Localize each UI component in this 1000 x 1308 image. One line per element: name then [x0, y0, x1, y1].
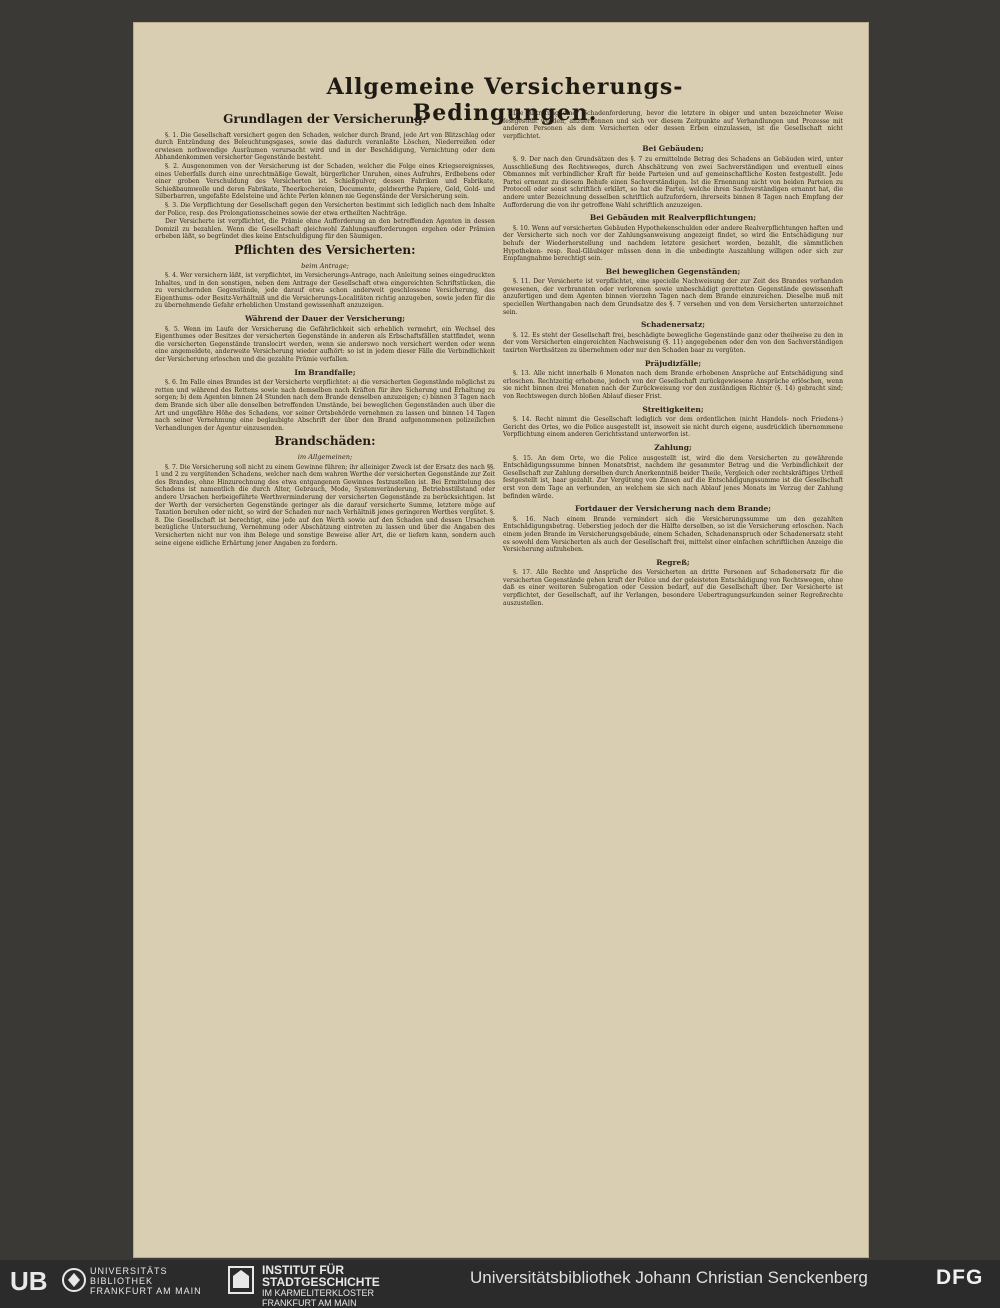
paragraph: §. 5. Wenn im Laufe der Versicherung die Gefährlichkeit sich erheblich vermehrt, ein Wechsel des Eigenthumes oder Besitzes der versicherten Gegenstände in anderen als Erbschaftsfällen stattfindet, wenn die versicherten Gegenstände translocirt werden, wenn sie anderswo noch versichert werden oder wenn eine angemeldete, anderweite Versicherung wieder aufhört: so ist in jedem dieser Fälle die Verbindlichkeit der Versicherung erloschen und die gezahlte Prämie verfallen. — [155, 325, 495, 364]
paragraph: §. 6. Im Falle eines Brandes ist der Versicherte verpflichtet: a) die versicherten Gegenstände möglichst zu retten und während des Rettens sowie nach demselben nach Kräften für ihre Sicherung und Erhaltung zu sorgen; b) dem Agenten binnen 24 Stunden nach dem Brande denselben anzuzeigen; c) binnen 3 Tagen nach dem Brande sich über alle denselben betreffenden Umstände, bei beweglichen Gegenständen auch über die Art und ungefähre Höhe des Schadens, vor seiner Ortsbehörde vernehmen zu lassen und binnen 14 Tagen nach seiner Vernehmung eine beglaubigte Abschrift der über den Brand aufgenommenen polizeilichen Verhandlungen der Agentur einzusenden. — [155, 379, 495, 432]
paragraph: §. 13. Alle nicht innerhalb 6 Monaten nach dem Brande erhobenen Ansprüche auf Entschädigung sind erloschen. Rechtzeitig erhobene, jedoch von der Gesellschaft zurückgewiesene Ansprüche erlöschen, wenn sie nicht binnen drei Monaten nach der Zurückweisung vor den zuständigen Richter (§. 14) gebracht sind; von Rechtswegen durch bloßen Ablauf dieser Frist. — [503, 370, 843, 400]
paragraph: §. 15. An dem Orte, wo die Police ausgestellt ist, wird die dem Versicherten zu gewährende Entschädigungssumme binnen Monatsfrist, nachdem ihr gesammter Betrag und die Verbindlichkeit der Gesellschaft zur Zahlung derselben durch Anerkenntniß beider Theile, Vergleich oder rechtskräftiges Urtheil festgestellt ist, baar gezahlt. Zur Vergütung von Zinsen auf die Entschädigungssumme ist die Gesellschaft erst von dem Tage an verbunden, an welchem sie sich nach Ablauf jenes Monats im Verzug der Zahlung befinden würde. — [503, 454, 843, 500]
ub-line: BIBLIOTHEK — [90, 1276, 154, 1286]
paragraph: §. 14. Recht nimmt die Gesellschaft lediglich vor dem ordentlichen (nicht Handels- noch Friedens-) Gericht des Ortes, wo die Police ausgestellt ist, insoweit sie nicht durch eigene, ausdrücklich übernommene Verpflichtung einem anderen Gerichtsstand unterworfen ist. — [503, 416, 843, 439]
paragraph: §. 3. Die Verpflichtung der Gesellschaft gegen den Versicherten bestimmt sich lediglich nach dem Inhalte der Police, resp. des Prolongationsscheines sowie der etwa ertheilten Nachträge. — [155, 201, 495, 217]
subsection-heading: Streitigkeiten; — [642, 404, 704, 414]
isg-logo-icon[interactable] — [228, 1266, 254, 1294]
ub-name[interactable] — [90, 1266, 202, 1296]
paragraph: §. 4. Wer versichern läßt, ist verpflichtet, im Versicherungs-Antrage, nach Anleitung seines eingedruckten Inhaltes, und in den sonstigen, neben dem Antrage der Gesellschaft etwa eingereichten Schriftstücken, die zu versichernden Gegenstände, jede darauf etwa schon anderweit geschlossene Versicherung, das Eigenthums- oder Besitz-Verhältniß und die Versicherungs-Localitäten richtig anzugeben, sowie jeden für die zu übernehmende Gefahr erheblichen Umstand gewissenhaft anzuzeigen. — [155, 272, 495, 310]
paragraph: Die Abtretung einer Schadenforderung, bevor die letztere in obiger und unten bezeichneter Weise festgestellt worden, anzuerkennen und sich vor diesem Zeitpunkte auf Verhandlungen und Prozesse mit anderen Personen als dem Versicherten oder dessen Erben einzulassen, ist die Gesellschaft nicht verpflichtet. — [503, 110, 843, 140]
paragraph: §. 16. Nach einem Brande vermindert sich die Versicherungssumme um den gezahlten Entschädigungsbetrag. Ueberstieg jedoch der die Hälfte derselben, so ist die Versicherung erloschen. Nach einem jeden Brande im Versicherungsgebäude, einem Schaden, Schadenanspruch oder Schadenersatz steht es sowohl dem Versicherten als auch der Gesellschaft frei, mittelst einer einfachen schriftlichen Anzeige die Versicherung aufzuheben. — [503, 515, 843, 554]
isg-line: INSTITUT FÜR — [262, 1263, 344, 1277]
section-heading-grundlagen: Grundlagen der Versicherung. — [223, 112, 427, 126]
paragraph: Der Versicherte ist verpflichtet, die Prämie ohne Aufforderung an den betreffenden Agenten in dessen Domizil zu bezahlen. Wenn die Gesellschaft gleichwohl Zahlungsaufforderungen ergehen oder Prämien erheben läßt, so begründet dies keine Entschuldigung für den Säumigen. — [155, 218, 495, 241]
subsection-heading: im Allgemeinen; — [297, 452, 353, 461]
library-caption[interactable]: Universitätsbibliothek Johann Christian Senckenberg — [470, 1268, 868, 1287]
subsection-heading: Bei beweglichen Gegenständen; — [605, 266, 741, 276]
right-column — [503, 110, 843, 608]
subsection-heading: Fortdauer der Versicherung nach dem Brande; — [574, 504, 772, 514]
paragraph: §. 2. Ausgenommen von der Versicherung ist der Schaden, welcher die Folge eines Kriegsereignisses, eines Ueberfalls durch eine unrechtmäßige Gewalt, bürgerlicher Unruhen, eines Aufruhrs, Erdbebens oder einer groben Verschuldung des Versicherten ist. Schießpulver, dessen Fabriken und Fabrikate, Schießbaumwolle und deren Fabrikate, Theerkochereien, Documente, geldwerthe Papiere, Geld, Gold- und Silberbarren, ungefaßte Edelsteine und ächte Perlen können nie Gegenstände der Versicherung sein. — [155, 162, 495, 201]
subsection-heading: Bei Gebäuden; — [642, 144, 704, 154]
paragraph: §. 1. Die Gesellschaft versichert gegen den Schaden, welcher durch Brand, jede Art von Blitzschlag oder durch Entzündung des Beleuchtungsgases, sowie das dadurch veranlaßte Löschen, Niederreißen oder erwiesen nothwendige Ausräumen verursacht wird und in der Beschädigung, Vernichtung oder dem Abhandenkommen versicherter Gegenstände besteht. — [155, 131, 495, 162]
isg-name[interactable] — [262, 1264, 380, 1308]
subsection-heading: Im Brandfalle; — [294, 367, 356, 377]
paragraph: §. 7. Die Versicherung soll nicht zu einem Gewinne führen; ihr alleiniger Zweck ist der Ersatz des nach §§. 1 und 2 zu vergütenden Schadens, welcher nach dem wahren Werthe der versicherten Gegenstände zur Zeit des Brandes, ohne Hinzurechnung des etwa entgangenen Gewinnes festzustellen ist. Bei Ermittelung des Schadens ist namentlich die durch Alter, Gebrauch, Mode, Systemveränderung, Betriebsstillstand oder andere Ursachen herbeigeführte Werthverminderung der versicherten Gegenstände zu berücksichtigen. Ist der Werth der versicherten Gegenstände geringer als die darauf versicherte Summe, letztere möge auf Taxation beruhen oder nicht, so wird der Schaden nur nach Verhältniß jenes geringeren Werthes vergütet. §. 8. Die Gesellschaft ist berechtigt, eine jede auf den Werth sowie auf den Schaden und dessen Ursachen bezügliche Untersuchung, Vernehmung oder Abschätzung eintreten zu lassen und über die Angaben des Versicherten nicht nur von ihm Belege und sonstige Beweise aller Art, die er liefern kann, sondern auch seine eigene eidliche Erhärtung jener Angaben zu fordern. — [155, 463, 495, 547]
section-heading-pflichten: Pflichten des Versicherten: — [234, 242, 416, 257]
dfg-logo[interactable]: DFG — [936, 1266, 984, 1289]
ub-line: FRANKFURT AM MAIN — [90, 1286, 202, 1296]
section-heading-brandschaeden: Brandschäden: — [274, 434, 376, 449]
paragraph: §. 10. Wenn auf versicherten Gebäuden Hypothekenschulden oder andere Realverpflichtungen haften und der Versicherte sich noch vor der Zahlungsanweisung angezeigt findet, so wird die Entschädigung nur behufs der Wiederherstellung und nachdem letztere gesichert worden, bezahlt, die sämmtlichen Hypotheken- resp. Real-Gläubiger müssen denn in die unbedingte Auszahlung willigen oder sich zur Empfangnahme berechtigt sein. — [503, 224, 843, 263]
paragraph: §. 12. Es steht der Gesellschaft frei, beschädigte bewegliche Gegenstände ganz oder theilweise zu den in der vom Versicherten eingereichten Nachweisung (§. 11) angegebenen oder den von den Sachverständigen taxirten Werthsätzen zu übernehmen oder nur den Schaden baar zu vergüten. — [503, 331, 843, 355]
ub-monogram: UB — [10, 1266, 48, 1296]
paragraph: §. 11. Der Versicherte ist verpflichtet, eine specielle Nachweisung der zur Zeit des Brandes vorhanden gewesenen, der verbrannten oder verlorenen sowie unbeschädigt geretteten Gegenstände gewissenhaft anzufertigen und dem Agenten binnen vierzehn Tagen nach dem Brande einzureichen. Dieselbe muß mit speciellen Werthangaben nach dem Grundsatze des §. 7 versehen und von dem Versicherten unterzeichnet sein. — [503, 278, 843, 316]
ub-line: UNIVERSITÄTS — [90, 1266, 168, 1276]
ub-logo-icon[interactable] — [8, 1264, 88, 1296]
isg-line: FRANKFURT AM MAIN — [262, 1298, 357, 1308]
paragraph: §. 17. Alle Rechte und Ansprüche des Versicherten an dritte Personen auf Schadenersatz für die versicherten Gegenstände gehen kraft der Police und der geleisteten Entschädigung von Rechtswegen, ohne daß es einer weiteren Subrogation oder Cession bedarf, auf die Gesellschaft über. Der Versicherte ist verpflichtet, der Gesellschaft, auf ihr Verlangen, besondere Uebertragungsurkunden seiner Regreßrechte auszustellen. — [503, 569, 843, 607]
isg-line: IM KARMELITERKLOSTER — [262, 1288, 375, 1298]
document-title: Allgemeine Versicherungs-Bedingungen. — [326, 74, 684, 126]
subsection-heading: Präjudizfälle; — [644, 358, 702, 368]
subsection-heading: Regreß; — [656, 557, 690, 567]
paragraph: §. 9. Der nach den Grundsätzen des §. 7 zu ermittelnde Betrag des Schadens an Gebäuden wird, unter Ausschließung des Rechtsweges, durch Abschätzung von zwei Sachverständigen und eventuell eines Obmannes mit verbindlicher Kraft für beide Parteien und auf gemeinschaftliche Kosten festgestellt. Jede Partei ernennt zu diesem Behufe einen Sachverständigen. Ist die Ernennung nicht von beiden Parteien zu Protocoll oder sonst schriftlich erklärt, so hat die Partei, welche ihren Sachverständigen ernannt hat, die andere unter Bezeichnung desselben schriftlich aufzufordern, ihrerseits binnen 8 Tagen nach Empfang der Aufforderung die von ihr getroffene Wahl schriftlich anzuzeigen. — [503, 155, 843, 209]
isg-line: STADTGESCHICHTE — [262, 1275, 380, 1289]
subsection-heading: Bei Gebäuden mit Realverpflichtungen; — [589, 213, 757, 223]
left-column — [155, 110, 495, 548]
subsection-heading: Zahlung; — [654, 442, 692, 452]
subsection-heading: beim Antrage; — [301, 261, 349, 270]
subsection-heading: Während der Dauer der Versicherung; — [244, 314, 405, 324]
subsection-heading: Schadenersatz; — [640, 320, 706, 330]
